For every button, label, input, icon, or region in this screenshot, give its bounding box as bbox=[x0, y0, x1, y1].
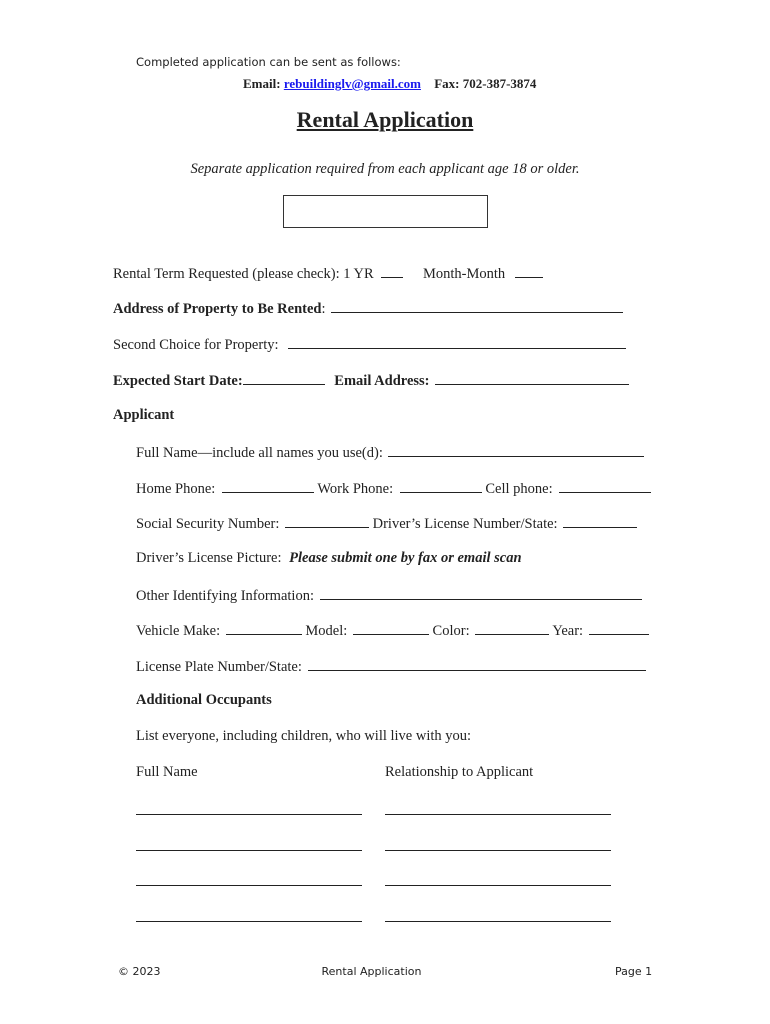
phone-row bbox=[136, 479, 651, 498]
email-address-field[interactable] bbox=[435, 371, 629, 385]
occupants-instruction: List everyone, including children, who will live with you: bbox=[136, 728, 472, 744]
footer-page-number: Page 1 bbox=[615, 965, 653, 978]
applicant-heading: Applicant bbox=[113, 407, 175, 423]
start-date-row bbox=[113, 371, 629, 390]
occupants-heading: Additional Occupants bbox=[136, 692, 272, 708]
fax-info: Fax: 702-387-3874 bbox=[434, 76, 537, 91]
other-id-label: Other Identifying Information: bbox=[136, 588, 314, 604]
vehicle-row bbox=[136, 621, 649, 640]
office-use-box[interactable] bbox=[283, 195, 488, 228]
vehicle-year-field[interactable] bbox=[589, 621, 649, 635]
footer-copyright: © 2023 bbox=[118, 965, 161, 978]
vehicle-make-field[interactable] bbox=[226, 621, 302, 635]
ssn-label: Social Security Number: bbox=[136, 516, 280, 532]
cell-phone-label: Cell phone: bbox=[485, 481, 553, 497]
occupant-relationship-field[interactable] bbox=[385, 921, 611, 922]
occupant-name-field[interactable] bbox=[136, 850, 362, 851]
occupant-relationship-header: Relationship to Applicant bbox=[385, 764, 534, 780]
one-year-checkbox[interactable] bbox=[381, 264, 403, 278]
page-title: Rental Application bbox=[296, 107, 474, 132]
rental-term-label: Rental Term Requested (please check): 1 YR bbox=[113, 266, 374, 282]
other-id-row bbox=[136, 586, 642, 605]
vehicle-year-label: Year: bbox=[552, 623, 584, 639]
dl-picture-note: Please submit one by fax or email scan bbox=[289, 550, 522, 566]
occupant-relationship-field[interactable] bbox=[385, 850, 611, 851]
vehicle-color-label: Color: bbox=[432, 623, 470, 639]
ssn-field[interactable] bbox=[285, 514, 369, 528]
home-phone-label: Home Phone: bbox=[136, 481, 216, 497]
email-link[interactable]: rebuildinglv@gmail.com bbox=[283, 76, 421, 91]
other-id-field[interactable] bbox=[320, 586, 642, 600]
submission-note: Completed application can be sent as follows: bbox=[136, 55, 401, 69]
plate-field[interactable] bbox=[308, 657, 646, 671]
second-choice-field[interactable] bbox=[288, 335, 626, 349]
dl-picture-row bbox=[136, 550, 522, 567]
cell-phone-field[interactable] bbox=[559, 479, 651, 493]
vehicle-color-field[interactable] bbox=[475, 621, 549, 635]
property-address-label: Address of Property to Be Rented bbox=[113, 301, 322, 317]
email-address-label: Email Address: bbox=[334, 373, 430, 389]
occupant-name-field[interactable] bbox=[136, 885, 362, 886]
footer-title: Rental Application bbox=[321, 965, 422, 978]
subtitle: Separate application required from each applicant age 18 or older. bbox=[190, 161, 580, 177]
second-choice-label: Second Choice for Property: bbox=[113, 337, 279, 353]
work-phone-field[interactable] bbox=[400, 479, 482, 493]
dl-number-field[interactable] bbox=[563, 514, 637, 528]
occupant-name-field[interactable] bbox=[136, 814, 362, 815]
vehicle-make-label: Vehicle Make: bbox=[136, 623, 221, 639]
property-address-row: Address of Property to Be Rented: bbox=[113, 299, 623, 318]
work-phone-label: Work Phone: bbox=[317, 481, 394, 497]
occupant-relationship-field[interactable] bbox=[385, 814, 611, 815]
email-label: Email: bbox=[243, 76, 281, 91]
dl-picture-label: Driver’s License Picture: bbox=[136, 550, 282, 566]
vehicle-model-label: Model: bbox=[305, 623, 348, 639]
occupant-name-field[interactable] bbox=[136, 921, 362, 922]
dl-number-label: Driver’s License Number/State: bbox=[372, 516, 558, 532]
property-address-field[interactable] bbox=[331, 299, 623, 313]
full-name-field[interactable] bbox=[388, 443, 644, 457]
vehicle-model-field[interactable] bbox=[353, 621, 429, 635]
start-date-label: Expected Start Date: bbox=[113, 373, 243, 389]
home-phone-field[interactable] bbox=[222, 479, 314, 493]
full-name-label: Full Name—include all names you use(d): bbox=[136, 445, 383, 461]
rental-term-row bbox=[113, 264, 543, 283]
occupant-name-header: Full Name bbox=[136, 764, 198, 780]
month-to-month-label: Month-Month bbox=[422, 266, 506, 282]
second-choice-row bbox=[113, 335, 626, 354]
contact-line bbox=[243, 76, 536, 92]
occupant-relationship-field[interactable] bbox=[385, 885, 611, 886]
ssn-row bbox=[136, 514, 637, 533]
start-date-field[interactable] bbox=[243, 371, 325, 385]
full-name-row bbox=[136, 443, 644, 462]
plate-row bbox=[136, 657, 646, 676]
plate-label: License Plate Number/State: bbox=[136, 659, 302, 675]
month-to-month-checkbox[interactable] bbox=[515, 264, 543, 278]
